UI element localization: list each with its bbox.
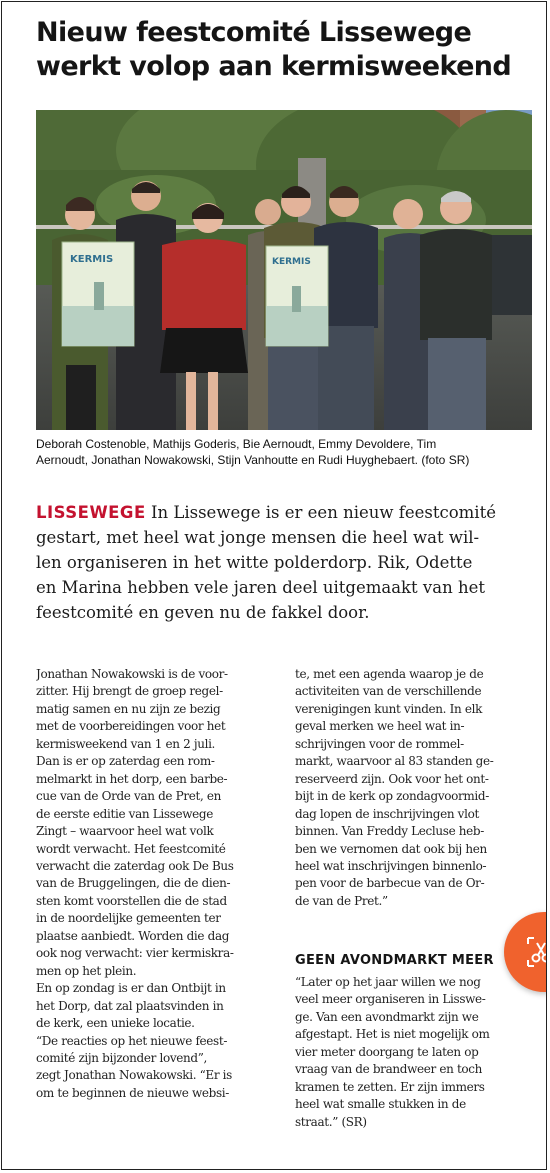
- body-line: Dan is er op zaterdag een rom-: [36, 754, 215, 769]
- body-line: comité zijn bijzonder lovend”,: [36, 1050, 207, 1065]
- body-line: “Later op het jaar willen we nog: [295, 975, 481, 989]
- body-line: plaatse aanbiedt. Worden die dag: [36, 928, 230, 943]
- lead-line: [36, 500, 536, 525]
- lead-first-line: In Lissewege is er een nieuw feestcomité: [151, 503, 496, 522]
- lead-line: feestcomité en geven nu de fakkel door.: [36, 603, 370, 622]
- group-photo: [36, 110, 532, 430]
- body-line: het Dorp, dat zal plaatsvinden in: [36, 998, 224, 1013]
- body-line: men op het plein.: [36, 963, 137, 978]
- body-line: afgestapt. Het is niet mogelijk om: [295, 1027, 490, 1042]
- body-line: ook nog verwacht: vier kermiskra-: [36, 946, 234, 961]
- body-line: reserveerd zijn. Ook voor het ont-: [295, 771, 489, 786]
- body-line: veel meer organiseren in Lisswe-: [295, 992, 486, 1007]
- body-column-right-continued: [295, 974, 535, 1131]
- body-line: ben we vernomen dat ook bij hen: [295, 841, 487, 856]
- body-line: “De reacties op het nieuwe feest-: [36, 1033, 228, 1048]
- body-line: met de voorbereidingen voor het: [36, 719, 226, 734]
- body-line: verenigingen kunt vinden. In elk: [295, 701, 483, 716]
- body-line: cue van de Orde van de Pret, en: [36, 789, 222, 804]
- body-line: pen voor de barbecue van de Or-: [295, 876, 485, 891]
- body-line: in de noordelijke gemeenten ter: [36, 911, 221, 926]
- body-line: schrijvingen voor de rommel-: [295, 736, 464, 751]
- caption-line: Deborah Costenoble, Mathijs Goderis, Bie Aernoudt, Emmy Devoldere, Tim: [36, 437, 437, 451]
- lead-line: gestart, met heel wat jonge mensen die heel wat wil-: [36, 528, 480, 547]
- photo-caption: [36, 436, 536, 468]
- body-line: Jonathan Nowakowski is de voor-: [36, 667, 228, 681]
- body-line: de van de Pret.”: [295, 893, 388, 908]
- body-line: melmarkt in het dorp, een barbe-: [36, 771, 228, 786]
- kermis-poster: [266, 246, 328, 346]
- poster-title: KERMIS: [272, 257, 311, 267]
- body-line: heel wat smalle stukken in de: [295, 1097, 466, 1112]
- body-line: activiteiten van de verschillende: [295, 684, 482, 699]
- article-page: [1, 1, 547, 1170]
- body-line: te, met een agenda waarop je de: [295, 667, 484, 681]
- body-line: geval merken we heel wat in-: [295, 719, 465, 734]
- body-line: ge. Van een avondmarkt zijn we: [295, 1009, 479, 1024]
- kermis-poster: [62, 242, 134, 346]
- body-line: markt, waarvoor al 83 standen ge-: [295, 754, 494, 769]
- poster-title: KERMIS: [70, 254, 114, 265]
- scissors-icon: [526, 936, 547, 968]
- headline-line: werkt volop aan kermisweekend: [36, 51, 512, 82]
- body-line: wordt verwacht. Het feestcomité: [36, 841, 226, 856]
- dateline-kicker: LISSEWEGE: [36, 503, 146, 522]
- body-line: En op zondag is er dan Ontbijt in: [36, 981, 226, 996]
- body-line: binnen. Van Freddy Lecluse heb-: [295, 824, 484, 839]
- body-line: vier meter doorgang te laten op: [295, 1044, 479, 1059]
- body-line: sten komt voorstellen die de stad: [36, 893, 227, 908]
- section-subhead: GEEN AVONDMARKT MEER: [295, 953, 494, 968]
- body-column-right: [295, 666, 535, 910]
- body-line: Zingt – waarvoor heel wat volk: [36, 824, 214, 839]
- body-line: de eerste editie van Lissewege: [36, 806, 213, 821]
- body-line: kermisweekend van 1 en 2 juli.: [36, 736, 216, 751]
- body-line: heel wat inschrijvingen binnenlo-: [295, 858, 487, 873]
- body-line: dag lopen de inschrijvingen vlot: [295, 806, 479, 821]
- body-line: matig samen en nu zijn ze bezig: [36, 701, 221, 716]
- lead-line: len organiseren in het witte polderdorp. Rik, Odette: [36, 553, 473, 572]
- body-line: verwacht die zaterdag ook De Bus: [36, 858, 234, 873]
- article-headline: [36, 16, 536, 84]
- body-line: zegt Jonathan Nowakowski. “Er is: [36, 1068, 232, 1083]
- body-line: de kerk, een unieke locatie.: [36, 1016, 195, 1031]
- caption-line: Aernoudt, Jonathan Nowakowski, Stijn Vanhoutte en Rudi Huyghebaert. (foto SR): [36, 453, 470, 467]
- body-line: zitter. Hij brengt de groep regel-: [36, 684, 223, 699]
- body-line: om te beginnen de nieuwe websi-: [36, 1085, 229, 1100]
- body-line: straat.” (SR): [295, 1114, 367, 1129]
- body-line: van de Bruggelingen, die de dien-: [36, 876, 231, 891]
- body-line: kramen te zetten. Er zijn immers: [295, 1079, 485, 1094]
- headline-line: Nieuw feestcomité Lissewege: [36, 17, 472, 48]
- lead-paragraph: [36, 500, 536, 625]
- body-column-left: [36, 666, 280, 1102]
- body-line: bijt in de kerk op zondagvoormid-: [295, 789, 489, 804]
- body-line: vraag van de brandweer en toch: [295, 1062, 483, 1077]
- lead-line: en Marina hebben vele jaren deel uitgemaakt van het: [36, 578, 485, 597]
